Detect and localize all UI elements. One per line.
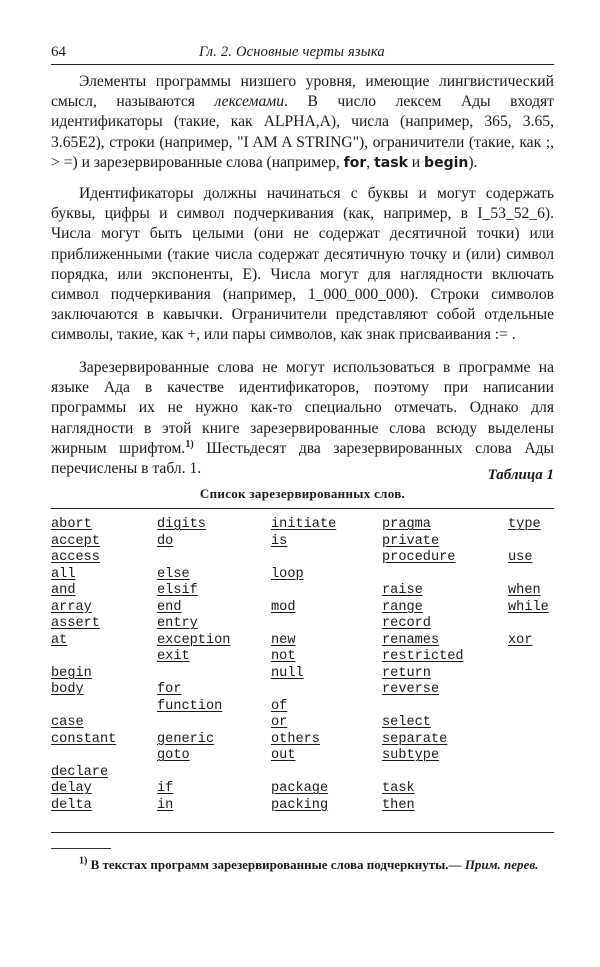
reserved-word-when: when: [508, 583, 541, 598]
reserved-word-generic: generic: [157, 731, 215, 747]
table-rule-top: [51, 508, 554, 509]
table-label: Таблица 1: [487, 467, 554, 483]
keyword-for: for: [343, 154, 367, 171]
footnote-attribution: Прим. перев.: [464, 857, 539, 872]
reserved-word-exception: exception: [157, 632, 231, 648]
reserved-word-delta: delta: [51, 797, 92, 813]
reserved-word-access: access: [51, 550, 100, 565]
para1-text-3: ,: [366, 153, 375, 171]
reserved-word-range: range: [382, 599, 423, 615]
page-number: 64: [51, 44, 66, 60]
reserved-word-mod: mod: [271, 599, 296, 615]
reserved-word-array: array: [51, 599, 92, 615]
reserved-word-use: use: [508, 550, 533, 565]
reserved-word-all: all: [51, 566, 76, 582]
reserved-word-null: null: [271, 665, 304, 681]
running-header: [51, 44, 554, 64]
reserved-word-assert: assert: [51, 616, 100, 631]
reserved-word-constant: constant: [51, 731, 117, 747]
reserved-word-or: or: [271, 715, 288, 730]
reserved-word-while: while: [508, 599, 549, 615]
paragraph-reserved-words: [51, 358, 554, 479]
para1-text-4: и: [407, 153, 425, 171]
reserved-word-renames: renames: [382, 632, 440, 648]
footnote-reference[interactable]: 1): [185, 438, 194, 450]
reserved-word-for: for: [157, 682, 182, 697]
reserved-word-others: others: [271, 731, 320, 747]
reserved-word-digits: digits: [157, 517, 206, 532]
reserved-word-case: case: [51, 715, 84, 730]
reserved-word-accept: accept: [51, 533, 100, 549]
reserved-word-in: in: [157, 797, 174, 813]
reserved-word-is: is: [271, 533, 288, 549]
reserved-word-packing: packing: [271, 797, 329, 813]
header-rule: [51, 64, 554, 65]
reserved-word-begin: begin: [51, 665, 92, 681]
running-title: Гл. 2. Основные черты языка: [199, 44, 385, 60]
footnote-rule: [51, 848, 111, 849]
reserved-word-at: at: [51, 632, 68, 648]
reserved-word-goto: goto: [157, 748, 190, 763]
reserved-word-body: body: [51, 682, 84, 697]
footnote-text: В текстах программ зарезервированные слова подчеркнуты.—: [87, 857, 465, 872]
reserved-word-elsif: elsif: [157, 583, 198, 598]
reserved-word-reverse: reverse: [382, 682, 440, 697]
para3-text-1: Зарезервированные слова не могут использоваться в программе на языке Ада в качестве идентификаторов, поэтому при написании программы их не нужно как-то специально отмечать. Однако для наглядности в этой книге зарезервированные слова всюду выделены жирным шрифтом.: [51, 359, 554, 457]
reserved-word-record: record: [382, 616, 431, 631]
reserved-word-return: return: [382, 665, 431, 681]
reserved-word-if: if: [157, 781, 174, 796]
paragraph-identifiers: Идентификаторы должны начинаться с буквы и могут содержать буквы, цифры и символ подчеркивания (как, например, в I_53_52_6). Числа могут быть целыми (они не содержат десятичной точки) или приближенными (такие числа содержат десятичную точку и (или) символ порядка, или экспоненты, E). Числа могут для наглядности включать символ подчеркивания (например, 1_000_000_000). Строки символов заключаются в кавычки. Ограничители представляют собой отдельные символы, такие, как +, или пары символов, как знак присваивания := .: [51, 185, 554, 344]
reserved-word-select: select: [382, 715, 431, 730]
reserved-word-and: and: [51, 583, 76, 598]
reserved-word-declare: declare: [51, 764, 109, 780]
reserved-word-loop: loop: [271, 566, 304, 582]
reserved-word-not: not: [271, 649, 296, 664]
para1-text-1: Элементы программы низшего уровня, имеющие лингвистический смысл, называются: [51, 73, 554, 111]
reserved-word-exit: exit: [157, 649, 190, 664]
keyword-task: task: [374, 154, 408, 171]
reserved-word-xor: xor: [508, 632, 533, 648]
reserved-word-end: end: [157, 599, 182, 615]
para3-text-2: Шестьдесят два зарезервированных слова Ады перечислены в табл. 1.: [51, 439, 554, 478]
paragraph-lexemes: [51, 72, 554, 173]
reserved-word-delay: delay: [51, 781, 92, 796]
reserved-word-entry: entry: [157, 616, 198, 631]
reserved-word-raise: raise: [382, 583, 423, 598]
reserved-word-function: function: [157, 698, 223, 714]
reserved-word-then: then: [382, 797, 415, 813]
reserved-word-task: task: [382, 781, 415, 796]
reserved-word-subtype: subtype: [382, 748, 440, 763]
reserved-word-pragma: pragma: [382, 517, 431, 532]
reserved-word-new: new: [271, 632, 296, 648]
reserved-word-of: of: [271, 698, 288, 714]
footnote-mark: 1): [79, 855, 88, 867]
reserved-word-do: do: [157, 533, 174, 549]
footnote: [51, 856, 554, 873]
reserved-word-restricted: restricted: [382, 649, 464, 664]
para1-text-5: ).: [468, 153, 478, 171]
table-rule-bottom: [51, 832, 554, 833]
table-caption: Список зарезервированных слов.: [199, 486, 406, 501]
reserved-word-else: else: [157, 566, 190, 582]
reserved-word-out: out: [271, 748, 296, 763]
reserved-word-separate: separate: [382, 731, 448, 747]
reserved-word-private: private: [382, 533, 440, 549]
reserved-word-abort: abort: [51, 517, 92, 532]
keyword-begin: begin: [424, 154, 469, 171]
term-lexemes: лексемами: [214, 93, 285, 111]
reserved-word-type: type: [508, 517, 541, 532]
reserved-word-procedure: procedure: [382, 550, 456, 565]
reserved-word-package: package: [271, 781, 329, 796]
reserved-word-initiate: initiate: [271, 517, 337, 532]
para1-text-2: . В число лексем Ады входят идентификаторы (такие, как ALPHA,A), числа (например, 365, 3.65, 3.65E2), строки (например, "I AM A STRING"), ограничители (такие, как ;, > =) и зарезервированные слова (например,: [51, 93, 554, 171]
